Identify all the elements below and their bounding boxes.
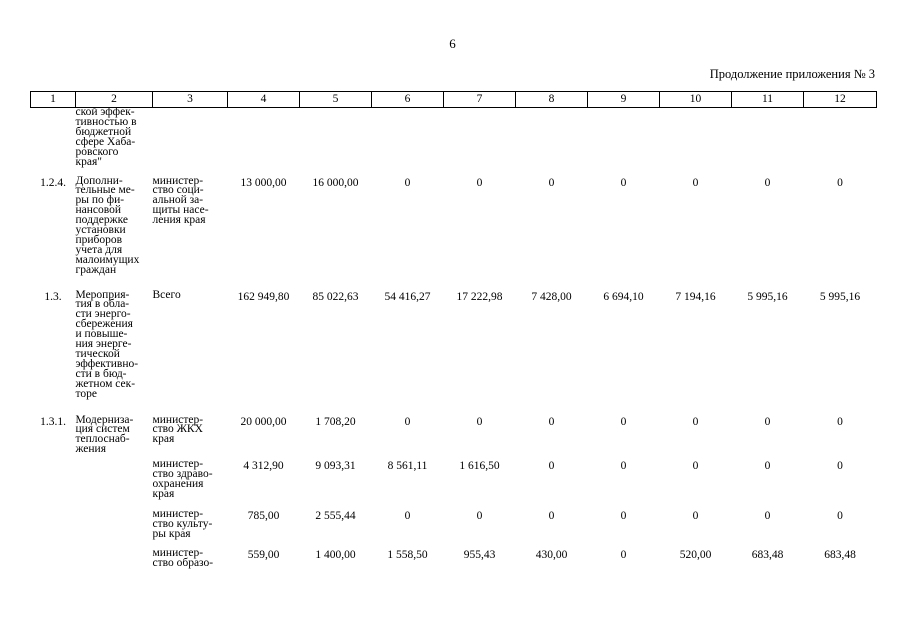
amount-cell: 7 194,16 bbox=[675, 290, 716, 303]
table-row bbox=[31, 286, 877, 411]
executor: министер- ство культу- ры края bbox=[152, 508, 213, 540]
amount-cell: 0 bbox=[548, 415, 555, 428]
appendix-table bbox=[30, 91, 877, 569]
measure-name: Дополни- тельные ме- ры по фи- нансовой поддержке установки приборов учета для малоимущих граждан bbox=[75, 174, 140, 276]
amount-cell: 520,00 bbox=[679, 549, 712, 562]
amount-cell: 0 bbox=[764, 460, 771, 473]
amount-cell: 0 bbox=[548, 176, 555, 189]
amount-cell: 1 400,00 bbox=[315, 549, 356, 562]
amount-cell: 0 bbox=[764, 415, 771, 428]
row-code bbox=[31, 544, 76, 569]
amount-cell: 162 949,80 bbox=[237, 290, 290, 303]
column-number: 11 bbox=[732, 92, 804, 108]
amount-cell bbox=[588, 108, 660, 172]
amount-cell: 0 bbox=[837, 510, 843, 523]
table-row bbox=[31, 455, 877, 505]
amount-cell: 8 561,11 bbox=[387, 460, 428, 473]
amount-cell: 0 bbox=[476, 510, 483, 523]
amount-cell: 559,00 bbox=[247, 549, 280, 562]
amount-cell bbox=[732, 108, 804, 172]
amount-cell: 0 bbox=[692, 460, 699, 473]
amount-cell: 683,48 bbox=[751, 549, 784, 562]
amount-cell: 16 000,00 bbox=[312, 176, 359, 189]
amount-cell: 0 bbox=[692, 510, 699, 523]
row-code bbox=[31, 108, 76, 172]
table-row bbox=[31, 505, 877, 544]
amount-cell: 0 bbox=[692, 176, 699, 189]
measure-name bbox=[76, 544, 153, 569]
amount-cell: 9 093,31 bbox=[315, 460, 356, 473]
amount-cell: 2 555,44 bbox=[315, 510, 356, 523]
amount-cell: 0 bbox=[692, 415, 699, 428]
amount-cell: 13 000,00 bbox=[240, 176, 287, 189]
executor: министер- ство соци- альной за- щиты насе- ления края bbox=[152, 174, 209, 227]
amount-cell bbox=[444, 108, 516, 172]
amount-cell: 0 bbox=[764, 176, 771, 189]
continuation-caption: Продолжение приложения № 3 bbox=[709, 67, 875, 81]
amount-cell: 0 bbox=[404, 415, 411, 428]
amount-cell: 785,00 bbox=[247, 510, 280, 523]
executor: министер- ство здраво- охранения края bbox=[152, 458, 213, 500]
amount-cell: 0 bbox=[476, 415, 483, 428]
amount-cell: 0 bbox=[476, 176, 483, 189]
amount-cell: 0 bbox=[837, 415, 843, 428]
amount-cell bbox=[516, 108, 588, 172]
amount-cell: 5 995,16 bbox=[747, 290, 788, 303]
measure-name: ской эффек- тивностью в бюджетной сфере Хаба- ровского края" bbox=[75, 106, 137, 168]
column-number: 8 bbox=[516, 92, 588, 108]
column-number: 4 bbox=[228, 92, 300, 108]
column-number: 9 bbox=[588, 92, 660, 108]
row-code bbox=[31, 455, 76, 505]
measure-name: Модерниза- ция систем теплоснаб- жения bbox=[75, 413, 134, 456]
measure-name bbox=[76, 455, 153, 505]
executor: Всего bbox=[152, 288, 181, 301]
executor bbox=[153, 108, 228, 172]
amount-cell: 0 bbox=[620, 176, 627, 189]
table-row bbox=[31, 172, 877, 286]
measure-name: Мероприя- тия в обла- сти энерго- сбережения и повыше- ния энерге- тической эффективно- сти в бюд- жетном сек- торе bbox=[75, 288, 139, 400]
table-row bbox=[31, 108, 877, 172]
amount-cell: 0 bbox=[548, 510, 555, 523]
column-number: 3 bbox=[153, 92, 228, 108]
amount-cell: 4 312,90 bbox=[243, 460, 284, 473]
row-code bbox=[31, 505, 76, 544]
amount-cell: 0 bbox=[764, 510, 771, 523]
amount-cell bbox=[372, 108, 444, 172]
amount-cell bbox=[804, 108, 877, 172]
column-number: 1 bbox=[31, 92, 76, 108]
column-number: 12 bbox=[804, 92, 877, 108]
amount-cell: 0 bbox=[620, 510, 627, 523]
amount-cell: 1 616,50 bbox=[459, 460, 500, 473]
amount-cell: 7 428,00 bbox=[531, 290, 572, 303]
amount-cell bbox=[228, 108, 300, 172]
amount-cell: 0 bbox=[620, 549, 627, 562]
amount-cell: 683,48 bbox=[824, 549, 856, 562]
executor: министер- ство ЖКХ края bbox=[152, 413, 204, 446]
amount-cell: 1 558,50 bbox=[387, 549, 428, 562]
column-number: 6 bbox=[372, 92, 444, 108]
amount-cell: 0 bbox=[620, 415, 627, 428]
row-code: 1.3. bbox=[44, 290, 62, 303]
row-code: 1.2.4. bbox=[40, 176, 66, 189]
amount-cell: 0 bbox=[620, 460, 627, 473]
amount-cell: 955,43 bbox=[463, 549, 496, 562]
amount-cell: 0 bbox=[837, 176, 843, 189]
executor: министер- ство образо- bbox=[152, 547, 214, 570]
amount-cell: 0 bbox=[548, 460, 555, 473]
column-number: 2 bbox=[76, 92, 153, 108]
amount-cell bbox=[300, 108, 372, 172]
column-number: 5 bbox=[300, 92, 372, 108]
amount-cell: 430,00 bbox=[535, 549, 568, 562]
table-row bbox=[31, 411, 877, 456]
table-row bbox=[31, 544, 877, 569]
row-code: 1.3.1. bbox=[40, 415, 66, 428]
measure-name bbox=[76, 505, 153, 544]
amount-cell: 0 bbox=[404, 510, 411, 523]
amount-cell bbox=[660, 108, 732, 172]
amount-cell: 6 694,10 bbox=[603, 290, 644, 303]
amount-cell: 17 222,98 bbox=[456, 290, 503, 303]
amount-cell: 85 022,63 bbox=[312, 290, 359, 303]
amount-cell: 0 bbox=[837, 460, 843, 473]
amount-cell: 5 995,16 bbox=[819, 290, 861, 303]
page-number: 6 bbox=[449, 36, 456, 51]
column-number-row bbox=[31, 92, 877, 108]
amount-cell: 1 708,20 bbox=[315, 415, 356, 428]
amount-cell: 0 bbox=[404, 176, 411, 189]
column-number: 7 bbox=[444, 92, 516, 108]
amount-cell: 20 000,00 bbox=[240, 415, 287, 428]
column-number: 10 bbox=[660, 92, 732, 108]
amount-cell: 54 416,27 bbox=[384, 290, 431, 303]
